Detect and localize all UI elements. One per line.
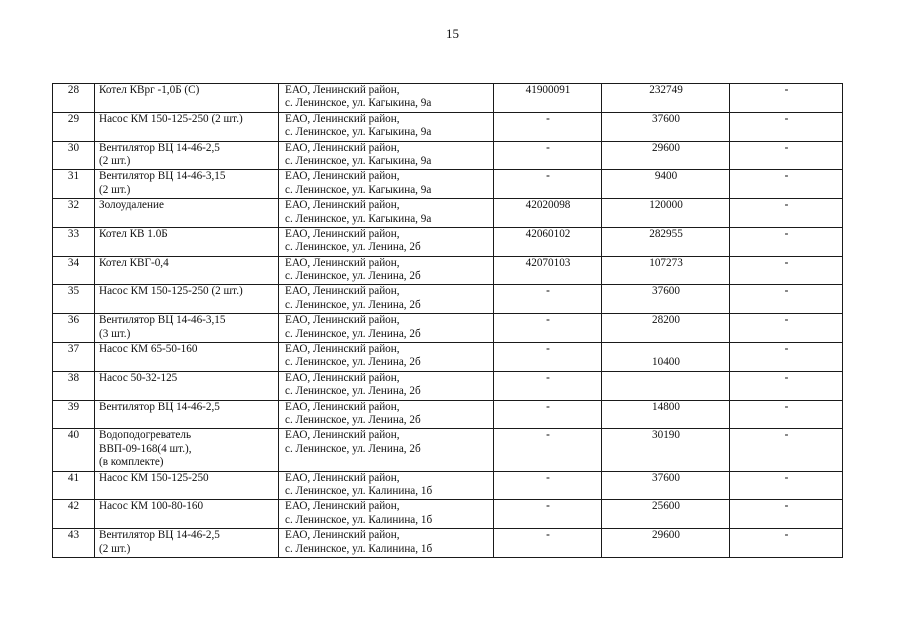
- extra-line: [734, 514, 839, 527]
- extra-cell: [730, 84, 843, 113]
- cost-line: [606, 155, 726, 168]
- extra-line: -: [784, 371, 789, 384]
- table-body: [53, 84, 843, 558]
- inventory-number-cell: [494, 314, 602, 343]
- item-name-line: Вентилятор ВЦ 14-46-2,5: [99, 141, 220, 154]
- address-line: ЕАО, Ленинский район,: [285, 314, 400, 327]
- address-line: с. Ленинское, ул. Ленина, 2б: [285, 413, 421, 426]
- address-line: с. Ленинское, ул. Ленина, 2б: [285, 356, 421, 369]
- extra-cell: [730, 314, 843, 343]
- cost-line: [606, 97, 726, 110]
- extra-line: [734, 270, 839, 283]
- table-row: [53, 112, 843, 141]
- row-number-cell: 35: [53, 285, 95, 314]
- inventory-number-line: [498, 126, 598, 139]
- extra-line: -: [784, 529, 789, 542]
- inventory-number-line: [498, 270, 598, 283]
- inventory-number-line: [498, 97, 598, 110]
- table-row: [53, 314, 843, 343]
- address-line: с. Ленинское, ул. Кагыкина, 9а: [285, 154, 432, 167]
- item-name-line: (2 шт.): [99, 183, 131, 196]
- inventory-number-line: [498, 184, 598, 197]
- cost-line: [606, 343, 726, 356]
- item-name-line: Вентилятор ВЦ 14-46-3,15: [99, 314, 226, 327]
- table-row: [53, 256, 843, 285]
- cost-cell: [602, 227, 730, 256]
- cost-cell: [602, 314, 730, 343]
- cost-line: 28200: [652, 314, 680, 327]
- extra-line: [734, 299, 839, 312]
- address-line: ЕАО, Ленинский район,: [285, 227, 400, 240]
- address-line: с. Ленинское, ул. Ленина, 2б: [285, 442, 421, 455]
- inventory-number-line: [498, 443, 598, 456]
- row-number-cell: 37: [53, 343, 95, 372]
- address-line: ЕАО, Ленинский район,: [285, 471, 400, 484]
- inventory-number-line: -: [546, 429, 550, 442]
- item-name-line: Вентилятор ВЦ 14-46-2,5: [99, 400, 220, 413]
- item-name-line: (в комплекте): [99, 456, 164, 469]
- extra-cell: [730, 141, 843, 170]
- row-number-cell: 40: [53, 429, 95, 471]
- inventory-number-cell: [494, 400, 602, 429]
- inventory-number-line: [498, 356, 598, 369]
- row-number-cell: 34: [53, 256, 95, 285]
- extra-line: [734, 443, 839, 456]
- extra-line: [734, 241, 839, 254]
- inventory-number-line: [498, 414, 598, 427]
- address-line: с. Ленинское, ул. Калинина, 1б: [285, 513, 433, 526]
- inventory-number-line: -: [546, 471, 550, 484]
- cost-line: [606, 213, 726, 226]
- extra-cell: [730, 199, 843, 228]
- cost-cell: [602, 343, 730, 372]
- address-cell: [279, 285, 494, 314]
- extra-cell: [730, 285, 843, 314]
- extra-line: [734, 184, 839, 197]
- address-line: ЕАО, Ленинский район,: [285, 285, 400, 298]
- address-line: с. Ленинское, ул. Калинина, 1б: [285, 542, 433, 555]
- cost-line: [606, 328, 726, 341]
- address-cell: [279, 343, 494, 372]
- inventory-number-line: [498, 514, 598, 527]
- address-line: ЕАО, Ленинский район,: [285, 371, 400, 384]
- address-line: с. Ленинское, ул. Ленина, 2б: [285, 298, 421, 311]
- item-name-cell: [95, 199, 279, 228]
- extra-line: [734, 126, 839, 139]
- item-name-line: Насос КМ 150-125-250 (2 шт.): [99, 285, 243, 298]
- inventory-number-cell: [494, 429, 602, 471]
- address-line: ЕАО, Ленинский район,: [285, 141, 400, 154]
- inventory-number-line: [498, 155, 598, 168]
- inventory-number-cell: [494, 343, 602, 372]
- cost-cell: [602, 371, 730, 400]
- inventory-number-cell: [494, 471, 602, 500]
- cost-line: 10400: [652, 356, 680, 369]
- inventory-number-cell: [494, 500, 602, 529]
- address-line: ЕАО, Ленинский район,: [285, 429, 400, 442]
- item-name-line: (3 шт.): [99, 327, 131, 340]
- address-cell: [279, 371, 494, 400]
- address-line: ЕАО, Ленинский район,: [285, 170, 400, 183]
- extra-cell: [730, 256, 843, 285]
- extra-cell: [730, 227, 843, 256]
- inventory-number-line: -: [546, 529, 550, 542]
- table-row: [53, 199, 843, 228]
- table-row: [53, 84, 843, 113]
- address-line: ЕАО, Ленинский район,: [285, 500, 400, 513]
- address-line: с. Ленинское, ул. Ленина, 2б: [285, 385, 421, 398]
- cost-cell: [602, 429, 730, 471]
- extra-line: -: [784, 400, 789, 413]
- row-number-cell: 32: [53, 199, 95, 228]
- cost-line: [606, 543, 726, 556]
- item-name-cell: [95, 112, 279, 141]
- address-cell: [279, 314, 494, 343]
- extra-cell: [730, 400, 843, 429]
- item-name-cell: [95, 141, 279, 170]
- address-line: ЕАО, Ленинский район,: [285, 199, 400, 212]
- address-line: ЕАО, Ленинский район,: [285, 256, 400, 269]
- equipment-table: [52, 83, 843, 558]
- cost-line: 9400: [654, 170, 678, 183]
- table-row: [53, 429, 843, 471]
- extra-line: [734, 356, 839, 369]
- cost-line: 232749: [649, 84, 683, 96]
- extra-line: [734, 385, 839, 398]
- extra-line: [734, 97, 839, 110]
- cost-line: [606, 514, 726, 527]
- extra-line: [734, 414, 839, 427]
- item-name-line: Насос 50-32-125: [99, 371, 178, 384]
- item-name-line: Насос КМ 150-125-250: [99, 471, 209, 484]
- cost-line: [606, 372, 726, 385]
- inventory-number-line: [498, 485, 598, 498]
- cost-cell: [602, 84, 730, 113]
- cost-line: [606, 184, 726, 197]
- extra-line: -: [784, 256, 789, 269]
- address-line: с. Ленинское, ул. Калинина, 1б: [285, 484, 433, 497]
- extra-line: -: [784, 112, 789, 125]
- extra-line: [734, 485, 839, 498]
- cost-line: 282955: [649, 227, 683, 240]
- extra-line: -: [784, 141, 789, 154]
- address-line: ЕАО, Ленинский район,: [285, 112, 400, 125]
- inventory-number-cell: [494, 371, 602, 400]
- cost-line: [606, 414, 726, 427]
- row-number-cell: 43: [53, 529, 95, 558]
- address-cell: [279, 141, 494, 170]
- item-name-line: Котел КВрг -1,0Б (С): [99, 84, 200, 96]
- extra-line: -: [784, 170, 789, 183]
- extra-line: -: [784, 343, 789, 356]
- extra-cell: [730, 371, 843, 400]
- cost-line: [606, 126, 726, 139]
- address-cell: [279, 256, 494, 285]
- inventory-number-cell: [494, 227, 602, 256]
- inventory-number-line: -: [546, 141, 550, 154]
- extra-line: [734, 213, 839, 226]
- extra-line: -: [784, 285, 789, 298]
- cost-line: 29600: [652, 141, 680, 154]
- row-number-cell: 33: [53, 227, 95, 256]
- extra-line: -: [784, 500, 789, 513]
- inventory-number-line: [498, 543, 598, 556]
- inventory-number-line: 42060102: [525, 227, 571, 240]
- address-line: ЕАО, Ленинский район,: [285, 529, 400, 542]
- extra-line: [734, 543, 839, 556]
- inventory-number-line: -: [546, 112, 550, 125]
- cost-line: 37600: [652, 471, 680, 484]
- item-name-line: Насос КМ 150-125-250 (2 шт.): [99, 112, 243, 125]
- cost-line: [606, 485, 726, 498]
- item-name-line: Насос КМ 65-50-160: [99, 343, 198, 356]
- inventory-number-cell: [494, 199, 602, 228]
- inventory-number-line: -: [546, 285, 550, 298]
- inventory-number-line: [498, 299, 598, 312]
- inventory-number-cell: [494, 84, 602, 113]
- extra-line: -: [784, 314, 789, 327]
- row-number-cell: 28: [53, 84, 95, 113]
- address-line: с. Ленинское, ул. Ленина, 2б: [285, 270, 421, 283]
- row-number-cell: 41: [53, 471, 95, 500]
- inventory-number-line: -: [546, 343, 550, 356]
- cost-cell: [602, 112, 730, 141]
- cost-cell: [602, 471, 730, 500]
- row-number-cell: 31: [53, 170, 95, 199]
- cost-line: 120000: [649, 199, 683, 212]
- extra-cell: [730, 471, 843, 500]
- cost-line: [606, 270, 726, 283]
- item-name-cell: [95, 500, 279, 529]
- cost-cell: [602, 529, 730, 558]
- inventory-number-cell: [494, 112, 602, 141]
- item-name-cell: [95, 256, 279, 285]
- address-line: ЕАО, Ленинский район,: [285, 343, 400, 356]
- extra-line: -: [784, 471, 789, 484]
- inventory-number-cell: [494, 529, 602, 558]
- table-row: [53, 227, 843, 256]
- extra-line: -: [784, 199, 789, 212]
- cost-cell: [602, 170, 730, 199]
- cost-line: 29600: [652, 529, 680, 542]
- cost-cell: [602, 500, 730, 529]
- item-name-line: (2 шт.): [99, 542, 131, 555]
- table-row: [53, 529, 843, 558]
- cost-line: [606, 385, 726, 398]
- item-name-line: Вентилятор ВЦ 14-46-2,5: [99, 529, 220, 542]
- inventory-number-line: [498, 213, 598, 226]
- extra-cell: [730, 343, 843, 372]
- cost-cell: [602, 141, 730, 170]
- item-name-line: Котел КВГ-0,4: [99, 256, 169, 269]
- inventory-number-cell: [494, 285, 602, 314]
- inventory-number-line: [498, 241, 598, 254]
- item-name-cell: [95, 529, 279, 558]
- item-name-cell: [95, 343, 279, 372]
- address-cell: [279, 84, 494, 113]
- row-number-cell: 30: [53, 141, 95, 170]
- address-line: с. Ленинское, ул. Кагыкина, 9а: [285, 97, 432, 110]
- inventory-number-line: -: [546, 400, 550, 413]
- address-cell: [279, 199, 494, 228]
- cost-cell: [602, 256, 730, 285]
- address-line: с. Ленинское, ул. Кагыкина, 9а: [285, 212, 432, 225]
- address-line: с. Ленинское, ул. Ленина, 2б: [285, 241, 421, 254]
- cost-line: 30190: [652, 429, 680, 442]
- item-name-cell: [95, 314, 279, 343]
- item-name-cell: [95, 371, 279, 400]
- cost-cell: [602, 285, 730, 314]
- address-line: с. Ленинское, ул. Ленина, 2б: [285, 327, 421, 340]
- item-name-cell: [95, 227, 279, 256]
- inventory-number-line: 42070103: [525, 256, 571, 269]
- extra-line: [734, 328, 839, 341]
- extra-cell: [730, 429, 843, 471]
- row-number-cell: 29: [53, 112, 95, 141]
- inventory-number-line: 41900091: [525, 84, 571, 96]
- address-cell: [279, 170, 494, 199]
- inventory-number-line: -: [546, 170, 550, 183]
- row-number-cell: 36: [53, 314, 95, 343]
- inventory-number-line: -: [546, 371, 550, 384]
- item-name-cell: [95, 285, 279, 314]
- address-cell: [279, 529, 494, 558]
- row-number-cell: 39: [53, 400, 95, 429]
- item-name-cell: [95, 471, 279, 500]
- item-name-cell: [95, 429, 279, 471]
- table-row: [53, 500, 843, 529]
- row-number-cell: 42: [53, 500, 95, 529]
- table-row: [53, 471, 843, 500]
- item-name-line: (2 шт.): [99, 154, 131, 167]
- extra-cell: [730, 500, 843, 529]
- item-name-line: Золоудаление: [99, 199, 164, 212]
- extra-line: [734, 155, 839, 168]
- extra-line: -: [784, 429, 789, 442]
- cost-line: 107273: [649, 256, 683, 269]
- cost-line: 37600: [652, 112, 680, 125]
- item-name-cell: [95, 170, 279, 199]
- row-number-cell: 38: [53, 371, 95, 400]
- cost-line: [606, 443, 726, 456]
- address-cell: [279, 500, 494, 529]
- cost-line: 14800: [652, 400, 680, 413]
- item-name-line: ВВП-09-168(4 шт.),: [99, 442, 192, 455]
- table-row: [53, 285, 843, 314]
- item-name-cell: [95, 400, 279, 429]
- address-cell: [279, 400, 494, 429]
- table-row: [53, 371, 843, 400]
- item-name-cell: [95, 84, 279, 113]
- item-name-line: Вентилятор ВЦ 14-46-3,15: [99, 170, 226, 183]
- table-row: [53, 141, 843, 170]
- item-name-line: Котел КВ 1.0Б: [99, 227, 168, 240]
- item-name-line: Водоподогреватель: [99, 429, 192, 442]
- inventory-number-line: [498, 385, 598, 398]
- table-row: [53, 400, 843, 429]
- cost-line: [606, 241, 726, 254]
- cost-line: [606, 299, 726, 312]
- address-line: с. Ленинское, ул. Кагыкина, 9а: [285, 183, 432, 196]
- address-cell: [279, 112, 494, 141]
- inventory-number-cell: [494, 170, 602, 199]
- page-number: 15: [446, 26, 459, 41]
- extra-cell: [730, 529, 843, 558]
- inventory-number-line: -: [546, 500, 550, 513]
- cost-cell: [602, 199, 730, 228]
- inventory-number-cell: [494, 256, 602, 285]
- address-cell: [279, 227, 494, 256]
- address-cell: [279, 429, 494, 471]
- extra-line: -: [784, 84, 789, 96]
- item-name-line: Насос КМ 100-80-160: [99, 500, 204, 513]
- extra-line: -: [784, 227, 789, 240]
- address-line: с. Ленинское, ул. Кагыкина, 9а: [285, 126, 432, 139]
- address-line: ЕАО, Ленинский район,: [285, 400, 400, 413]
- cost-line: 37600: [652, 285, 680, 298]
- inventory-number-cell: [494, 141, 602, 170]
- address-line: ЕАО, Ленинский район,: [285, 84, 400, 96]
- inventory-number-line: [498, 328, 598, 341]
- cost-cell: [602, 400, 730, 429]
- address-cell: [279, 471, 494, 500]
- inventory-number-line: 42020098: [525, 199, 571, 212]
- cost-line: 25600: [652, 500, 680, 513]
- table-row: [53, 343, 843, 372]
- inventory-number-line: -: [546, 314, 550, 327]
- extra-cell: [730, 170, 843, 199]
- table-row: [53, 170, 843, 199]
- extra-cell: [730, 112, 843, 141]
